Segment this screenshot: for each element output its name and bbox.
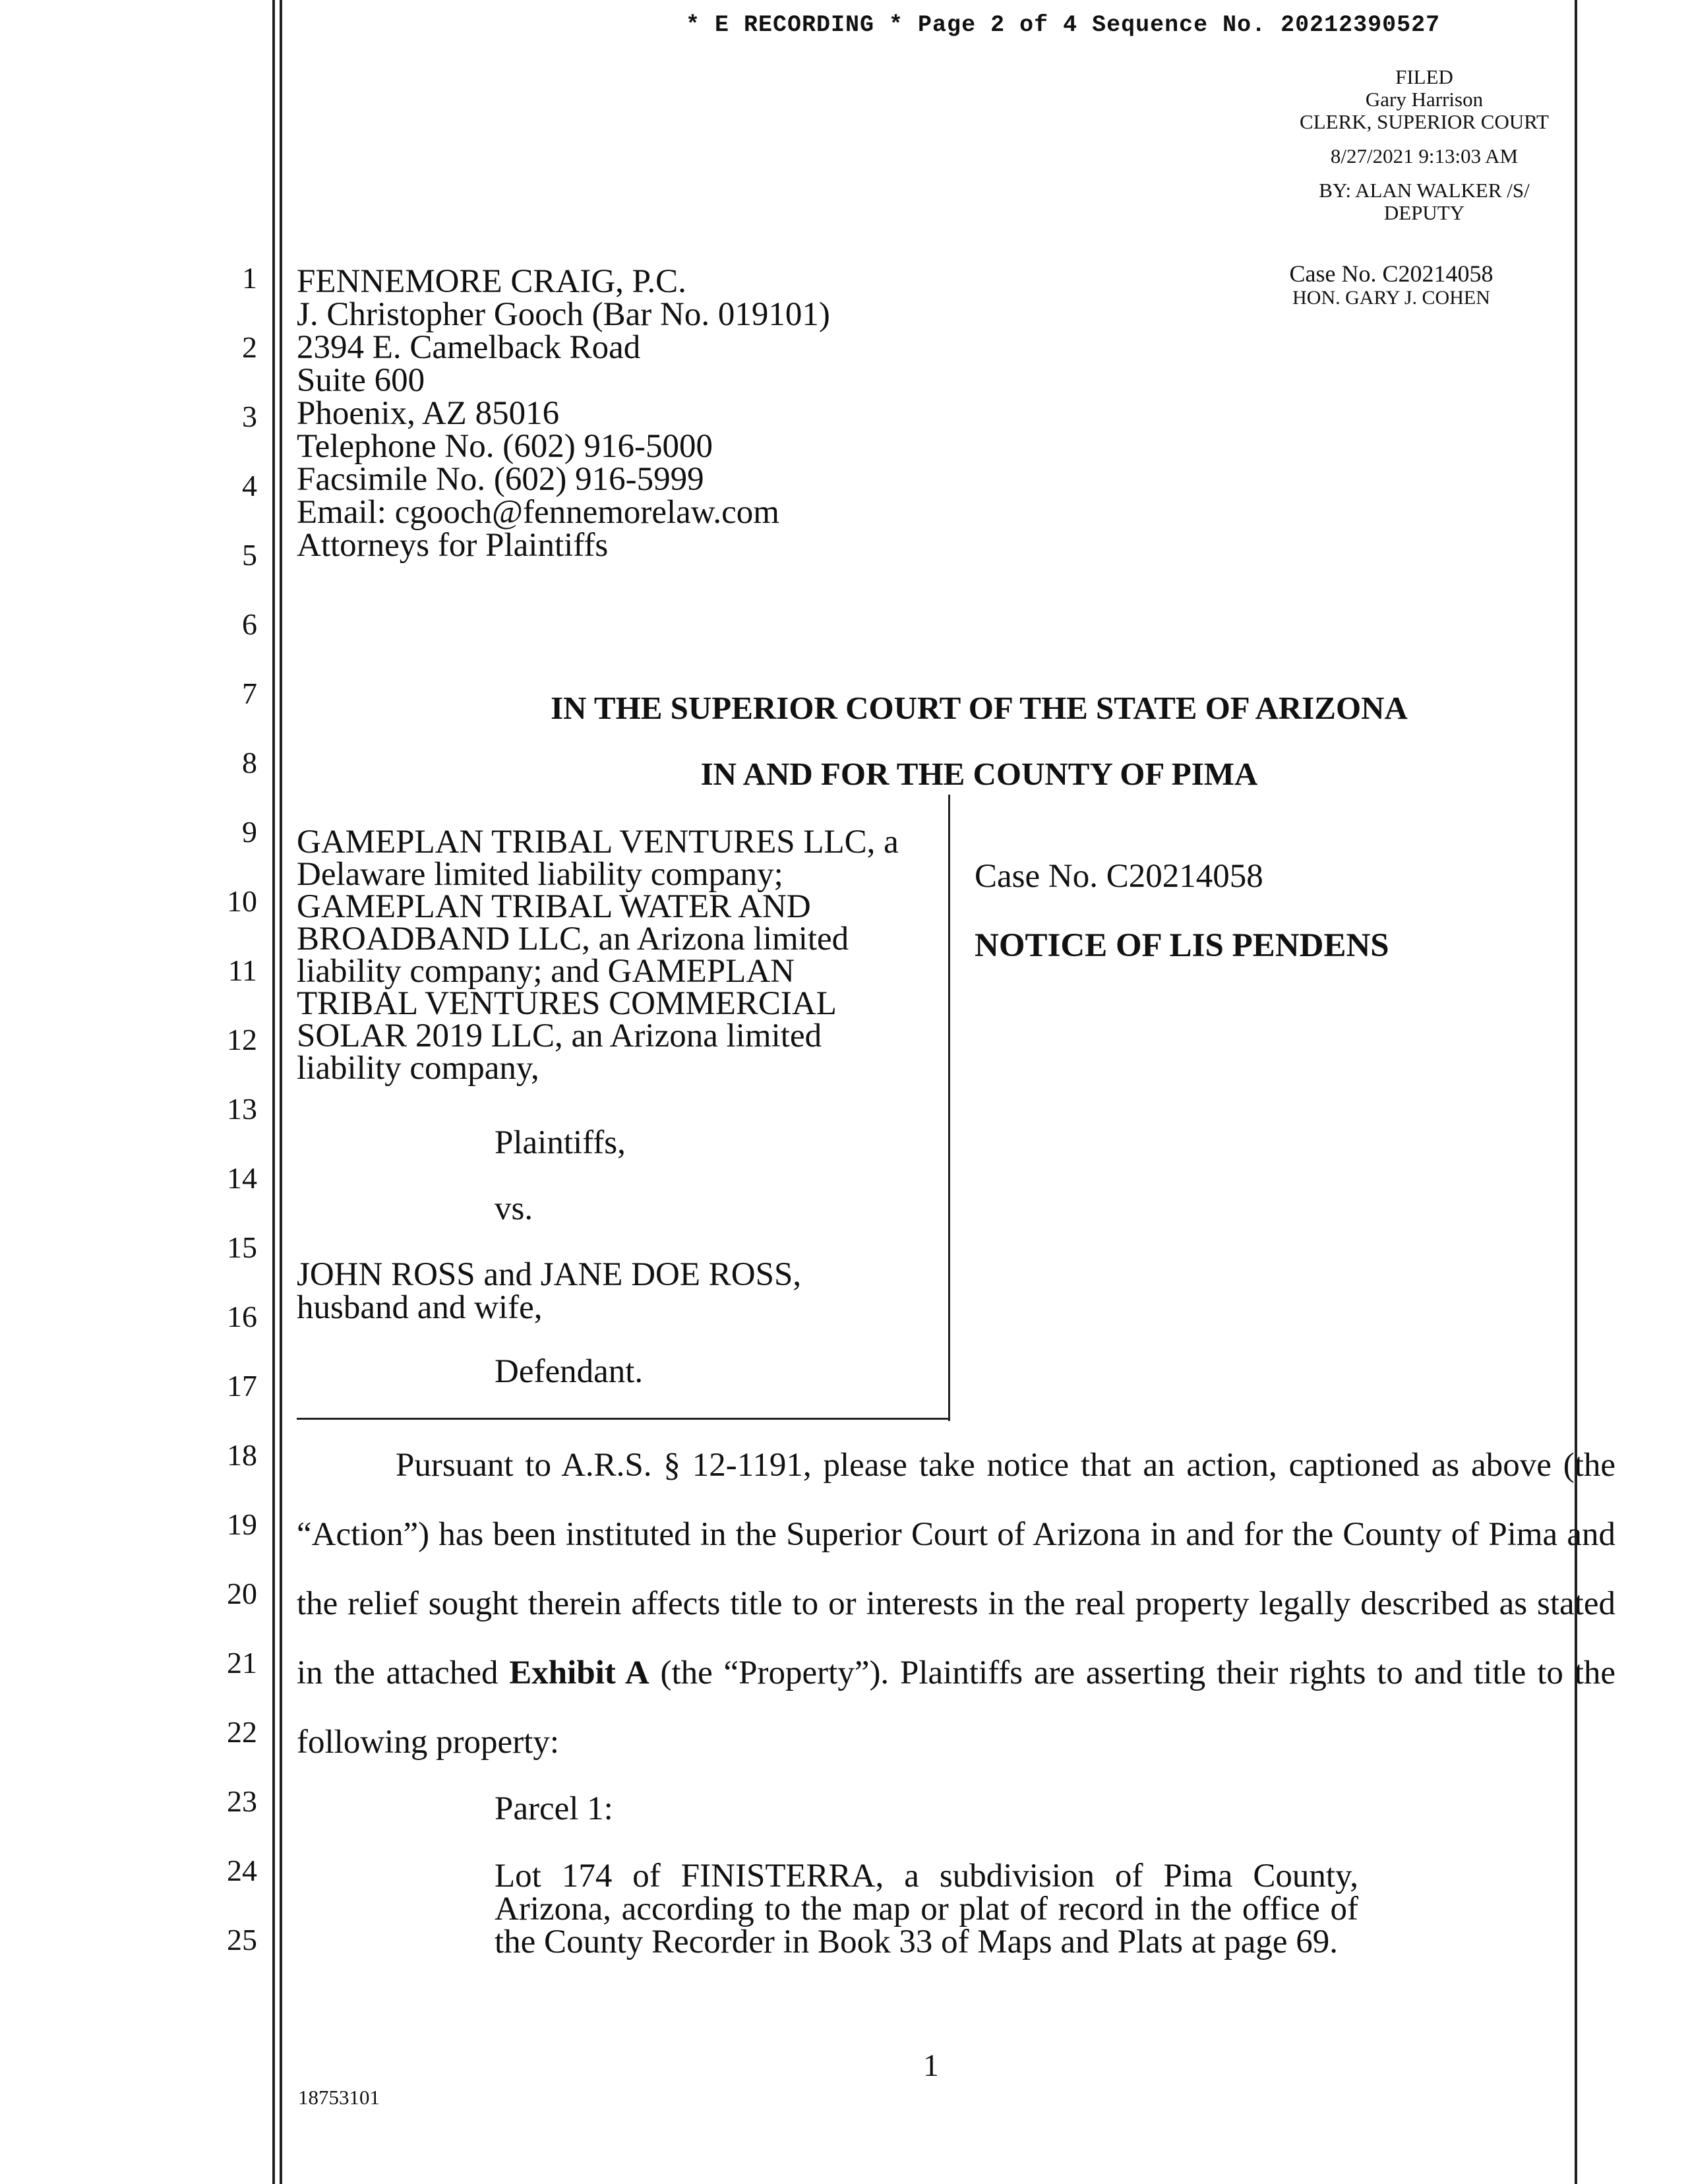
line-number: 21 xyxy=(227,1646,257,1680)
caption-parties xyxy=(297,826,943,1085)
exhibit-reference: Exhibit A xyxy=(509,1654,649,1691)
line-number: 19 xyxy=(227,1507,257,1541)
filed-deputy: DEPUTY xyxy=(1383,201,1465,224)
court-title-line1: IN THE SUPERIOR COURT OF THE STATE OF ARIZONA xyxy=(551,690,1408,726)
line-number: 9 xyxy=(242,815,257,849)
line-number: 12 xyxy=(227,1023,257,1056)
telephone: Telephone No. (602) 916-5000 xyxy=(297,428,713,465)
notice-text-part2: (the “Property”). Plaintiffs are asserting their rights to and title to the following property: xyxy=(297,1654,1615,1761)
attorneys-for: Attorneys for Plaintiffs xyxy=(297,527,609,564)
line-number: 6 xyxy=(242,607,257,641)
recording-stamp: * E RECORDING * Page 2 of 4 Sequence No. 20212390527 xyxy=(686,12,1441,38)
left-margin-rule-inner xyxy=(280,0,282,2184)
line-number: 13 xyxy=(227,1092,257,1126)
line-number: 23 xyxy=(227,1784,257,1818)
left-margin-rule-outer xyxy=(272,0,275,2184)
plaintiff-line: liability company; and GAMEPLAN xyxy=(297,953,795,990)
line-number: 5 xyxy=(242,538,257,572)
case-stamp-number: Case No. C20214058 xyxy=(1289,260,1493,287)
document-title: NOTICE OF LIS PENDENS xyxy=(975,927,1389,964)
line-number: 1 xyxy=(242,261,257,295)
address-street: 2394 E. Camelback Road xyxy=(297,329,641,366)
plaintiff-line: BROADBAND LLC, an Arizona limited xyxy=(297,921,849,957)
parcel-heading: Parcel 1: xyxy=(495,1790,613,1827)
line-number: 16 xyxy=(227,1300,257,1333)
clerk-title: CLERK, SUPERIOR COURT xyxy=(1300,110,1549,133)
defendant-line: JOHN ROSS and JANE DOE ROSS, xyxy=(297,1256,802,1293)
line-number: 14 xyxy=(227,1161,257,1195)
line-number: 15 xyxy=(227,1230,257,1264)
line-number: 22 xyxy=(227,1715,257,1749)
document-id: 18753101 xyxy=(298,2086,380,2109)
plaintiff-line: GAMEPLAN TRIBAL VENTURES LLC, a xyxy=(297,824,899,861)
filed-by: BY: ALAN WALKER /S/ xyxy=(1319,179,1530,202)
right-margin-rule xyxy=(1575,0,1577,2184)
plaintiffs-label: Plaintiffs, xyxy=(495,1124,626,1161)
plaintiff-line: GAMEPLAN TRIBAL WATER AND xyxy=(297,888,811,925)
address-suite: Suite 600 xyxy=(297,362,425,399)
line-number: 8 xyxy=(242,746,257,779)
caption-divider-horizontal xyxy=(297,1418,950,1420)
plaintiff-line: liability company, xyxy=(297,1050,539,1087)
parcel-description: Lot 174 of FINISTERRA, a subdivision of Pima County, Arizona, according to the map or plat of record in the office of the County Recorder in Book 33 of Maps and Plats at page 69. xyxy=(495,1858,1358,1960)
line-number: 24 xyxy=(227,1854,257,1887)
line-number: 3 xyxy=(242,400,257,433)
plaintiff-line: SOLAR 2019 LLC, an Arizona limited xyxy=(297,1017,822,1054)
case-stamp-judge: HON. GARY J. COHEN xyxy=(1292,287,1490,309)
clerk-name: Gary Harrison xyxy=(1365,88,1484,111)
notice-paragraph xyxy=(297,1431,1615,1777)
attorney-name: J. Christopher Gooch (Bar No. 019101) xyxy=(297,296,830,333)
filed-datetime: 8/27/2021 9:13:03 AM xyxy=(1330,144,1519,167)
line-number: 20 xyxy=(227,1577,257,1610)
attorney-block xyxy=(297,265,830,562)
line-number: 18 xyxy=(227,1438,257,1472)
caption-case-number: Case No. C20214058 xyxy=(975,858,1263,895)
line-number: 10 xyxy=(227,884,257,918)
email: Email: cgooch@fennemorelaw.com xyxy=(297,494,779,531)
defendant-label: Defendant. xyxy=(495,1353,644,1390)
filed-stamp xyxy=(1240,66,1609,224)
defendant-parties xyxy=(297,1258,801,1324)
caption-divider-vertical xyxy=(948,795,950,1421)
filed-status: FILED xyxy=(1395,65,1453,88)
court-title-line2: IN AND FOR THE COUNTY OF PIMA xyxy=(700,756,1258,792)
firm-name: FENNEMORE CRAIG, P.C. xyxy=(297,263,686,300)
facsimile: Facsimile No. (602) 916-5999 xyxy=(297,461,704,498)
line-number: 17 xyxy=(227,1369,257,1403)
defendant-line: husband and wife, xyxy=(297,1289,543,1326)
versus: vs. xyxy=(495,1190,533,1227)
line-number: 25 xyxy=(227,1923,257,1957)
line-number: 2 xyxy=(242,330,257,364)
line-number: 11 xyxy=(227,954,257,987)
line-number: 4 xyxy=(242,469,257,502)
case-stamp xyxy=(1240,260,1543,309)
plaintiff-line: TRIBAL VENTURES COMMERCIAL xyxy=(297,985,837,1022)
line-number: 7 xyxy=(242,677,257,710)
address-city: Phoenix, AZ 85016 xyxy=(297,395,560,432)
notice-text-part1: Pursuant to A.R.S. § 12-1191, please take notice that an action, captioned as above (the “Action”) has been instituted in the Superior Court of Arizona in and for the County of Pima and the relief sought therein affects title to or interests in the real property legally described as stated in the attached xyxy=(297,1447,1615,1691)
plaintiff-line: Delaware limited liability company; xyxy=(297,856,783,893)
page-number: 1 xyxy=(923,2048,939,2083)
